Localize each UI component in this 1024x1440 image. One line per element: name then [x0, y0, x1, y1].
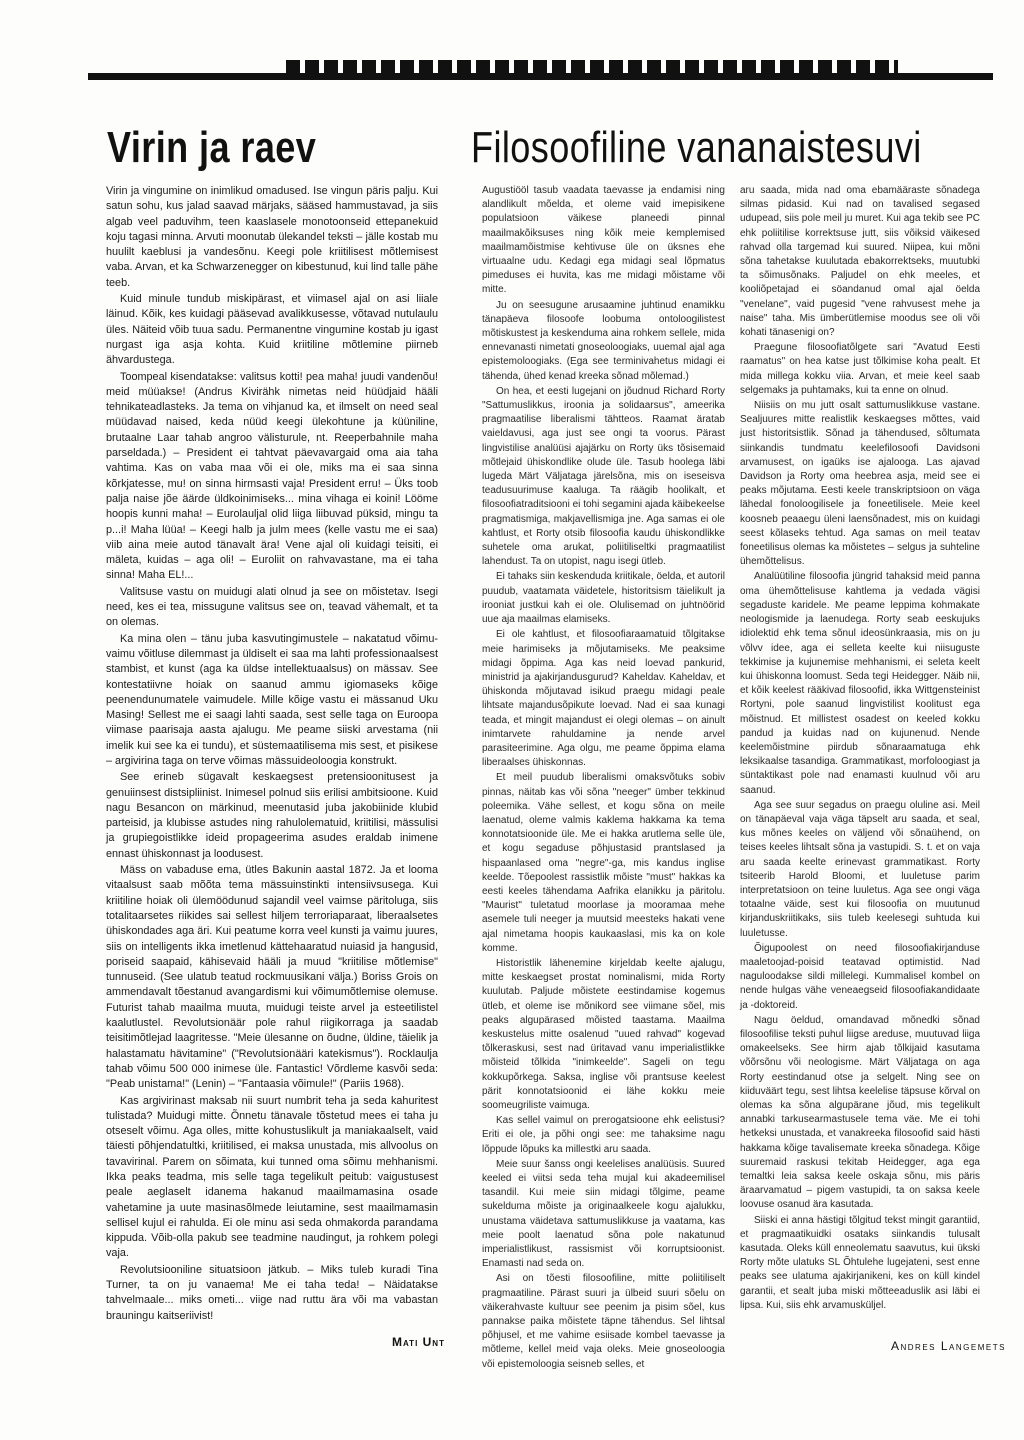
paragraph: Siiski ei anna hästigi tõlgitud tekst mingit garantiid, et pragmaatikuidki osataks siinkandis tulusalt kasutada. Oleks küll enneolematu saavutus, kui ükski Rorty mõte ulatuks SL Õhtulehe lugejateni, sest enne peaks see ulatuma ajakirjanikeni, kes on küll kindel garantii, et sealt juba miski mõtteeaduslik asi läbi ei lipsa. Kui, siis ehk arvamusküljel.	[740, 1214, 980, 1311]
right-article-column-1	[482, 184, 725, 1373]
paragraph: Analüütiline filosoofia jüngrid tahaksid meid panna oma ühemõttelisuse kahtlema ja vedada vägisi segaduste karidele. Me peame leppima kohmakate neologismide ja laenudega. Rorty seab eeskujuks idiolektid ehk tema sõnul ideosünkraasia, mis on ju võlvv idee, aga ei selleta keelte kui niisuguste tekkimise ja kujunemise mehhanismi, ei seleta keelt kui ühiskonna loomust. Seda tegi Heidegger. Näib nii, et kõik keelest rääkivad filosoofid, ikka Wittgensteinist Rortyni, pole saanud lingvistilist koolitust ega mõistnud. Et millistest osadest on keeled kokku pandud ja kuidas nad on kujunenud. Nende keelemõistmine piirdub sõnaraamatuga ehk leksikaalse tasandiga. Grammatikast, morfoloogiast ja süntaktikast pole nad enamasti kuulnud või aru saanud.	[740, 571, 980, 796]
paragraph: Mäss on vabaduse ema, ütles Bakunin aastal 1872. Ja et looma vitaalsust saab mõõta tema mässuinstinkti intensiivsusega. Kui kriitiline hoiak oli ülemöödunud sajandil veel vaimse päritoluga, siis totalitaarsetes riikides sai sellest hiljem terroriaparaat, liberaalsetes ühiskondades aga äri. Kui peatume korra veel kunsti ja vaimu juures, siis on intelligents ikka imetlenud kättehaaratud nuiasid ja hangusid, poriseid saapaid, kähisevaid hääli ja muud "kriitilise mõtlemise" tunnuseid. (See ulatub teatud rockmuusikani välja.) Boriss Grois on ammendavalt tõestanud avangardismi kui võimumõtlemise olemuse. Futurist tahab maailma muuta, muidugi teiste arvel ja esteetilistel kaalutlustel. Revolutsionäär pole rahul riigikorraga ja saadab teisitimõtlejad laagritesse. "Meie ülesanne on õudne, üldine, täielik ja halastamatu hävitamine" ("Revolutsionääri katekismus"). Rocklaulja tahab võimu 500 000 inimese üle. Fantastic! Võrdleme kasvõi seda: "Peab unistama!" (Lenin) – "Fantaasia võimule!" (Pariis 1968).	[106, 864, 438, 1091]
paragraph: aru saada, mida nad oma ebamääraste sõnadega silmas pidasid. Kui nad on tavalised segased udupead, siis pole meil ju muret. Kui aga tekib see PC ehk poliitilise korrektsuse jutt, siis võiksid väikesed rahvad olla targemad kui suured. Niipea, kui mõni sõna tahetakse kuulutada ebakorrektseks, muutubki ta sõimusõnaks. Paljudel on ehk meeles, et kooliõpetajad ei söandanud omal ajal öelda "venelane", vaid pugesid "vene rahvusest mehe ja naise" taha. Mis ümberütlemise moodus see oli või kohati tänasenigi on?	[740, 185, 980, 339]
left-article-author: Mati Unt	[392, 1335, 445, 1349]
decorative-sawtooth-border	[286, 60, 898, 74]
left-article-body	[106, 184, 438, 1325]
paragraph: Niisiis on mu jutt osalt sattumuslikkuse vastane. Sealjuures mitte realistlik keskaegses mõttes, vaid just historitsistlik. Sõnad ja tähendused, sõltumata siinkandis tundmatu keelefilosoofi Davidsoni arvamusest, on igaüks ise ajalooga. Las ajavad Davidson ja Rorty oma heebrea asja, meid see ei peaks mõjutama. Eesti keele transkriptsioon on väga lähedal fonoloogilisele ja foneetilisele. Meie keel koosneb peaaegu üleni laensõnadest, mis on kuidagi seest kõlaseks tehtud. Aga samas on meil teatav foneetilisus olemas ka mõistetes – selgus ja suhteline ühemõttelisus.	[740, 400, 980, 568]
header-rule	[88, 73, 993, 80]
paragraph: Valitsuse vastu on muidugi alati olnud ja see on mõistetav. Isegi need, kes ei tea, missugune valitsus see on, teavad vähemalt, et ta on olemas.	[106, 585, 438, 629]
paragraph: Ka mina olen – tänu juba kasvutingimustele – nakatatud võimu-vaimu võitluse dilemmast ja üldiselt ei saa ma lahti professionaalsest stambist, et kunst (aga ka üldse intellektuaalsus) on mässav. See kontestatiivne hoiak on saanud ammu igiomaseks kõige peenendunumatele vaimudele. Mille kõige vastu ei mässanud Uku Masing! Sellest me ei saagi lahti saada, sest selle taga on Euroopa viimase paarisaja aasta ajalugu. Me peame siiski arvestama (nii imelik kui see ka ei tundu), et süstemaatilisema mis sest, et pisikese – argivirina taga on terve võimas mässuideoloogia konstrukt.	[106, 632, 438, 767]
right-article-author: Andres Langemets	[891, 1339, 1006, 1353]
paragraph: Asi on tõesti filosoofiline, mitte poliitiliselt pragmaatiline. Pärast suuri ja ülbeid suuri sõelu on väikerahvaste kultuur see peenim ja pisim sõel, kus pannakse paika mõistete täpne tähendus. Sel lihtsal põhjusel, et me vahime esiisade kombel taevasse ja mõtleme, kellel meid vaja oleks. Meie gnoseoloogia või epistemoloogia seisneb selles, et	[482, 1273, 725, 1370]
paragraph: Ei ole kahtlust, et filosoofiaraamatuid tõlgitakse meie harimiseks ja mõjutamiseks. Me peaksime midagi õppima. Aga kas neid loevad pankurid, ministrid ja ajakirjandusgurud? Kaheldav. Kaheldav, et ühiskonda mõjutavad isikud praegu midagi peale lihtsate majandusõpikute loevad. Nad ei saa kunagi teada, et mingit majandust ei olegi olemas – on ainult inimtarvete rahuldamine ja nende arvel parasiteerimine. Aga olgu, me peame õppima elama liberaalses ühiskonnas.	[482, 629, 725, 769]
paragraph: Virin ja vingumine on inimlikud omadused. Ise vingun päris palju. Kui satun sohu, kus jalad saavad märjaks, sääsed hammustavad, ja siis algab veel paduvihm, teen kaaslasele monotoonseid ettepanekuid koju tagasi minna. Arvuti moonutab ülekandel teksti – jälle kostab mu huulilt kaeblusi ja vandesõnu. Keegi pole kriitilisest mõtlemisest vaba. Arvan, et ka Schwarzenegger on kibestunud, kui lind talle pähe teeb.	[106, 185, 438, 289]
paragraph: Historistlik lähenemine kirjeldab keelte ajalugu, mitte keskaegset prostat nominalismi, mida Rorty kuulutab. Paljude mõistete eestindamise kogemus ütleb, et oleme ise mõnikord see viimane sõel, mis peaks algupärased mõisted taastama. Maailma keskustelus mitte osalenud "uued rahvad" kogevad tõlkeraskusi, sest nad üritavad vanu imperialistlikke mõisteid tõlkida "inimkeelde". Sageli on tegu kokkupõrkega. Saksa, inglise või prantsuse keelest pärit konnotatsioonid ei lähe kokku meie soomeugriliste vaimuga.	[482, 957, 725, 1111]
paragraph: Et meil puudub liberalismi omaksvõtuks sobiv pinnas, näitab kas või sõna "neeger" ümber tekkinud poleemika. Vähe sellest, et kogu sõna on meile laenatud, oleme valmis kaklema hakkama ka tema konnotatsioonide üle. Me ei hakka arutlema selle üle, et kogu segaduse põhjustasid prantslased ja hispaanlased oma "negre"-ga, mis kandus inglise keelde. Tõepoolest rassistlik mõiste "must" hakkas ka eesti keeles tähendama Aafrika elanikku ja päritolu. "Maurist" tuletatud moorlase ja mooramaa mehe asemele tuli neeger ja muutsid meesteks hakati vene ajal nimetama hoopis kaukaaslasi, mis ka on kole komme.	[482, 772, 725, 954]
right-article-column-2	[740, 184, 980, 1314]
paragraph: Revolutsiooniline situatsioon jätkub. – Miks tuleb kuradi Tina Turner, ta on ju vanaema! Me ei taha teda! – Näidatakse tahvelmaale... miks ometi... viige nad ruttu ära või ma vabastan brauningu kaitseriivist!	[106, 1263, 438, 1322]
paragraph: Augustiööl tasub vaadata taevasse ja endamisi ning alandlikult mõelda, et oleme vaid imepisikene populatsioon väikese planeedi pinnal maailmakõiksuses ning kõik meie kemplemised maailmamõistmise kehtivuse üle on üksnes ehe virtuaalne udu. Kedagi ega midagi seal lõpmatus pimeduses ei huvita, kas me midagi mõistame või mitte.	[482, 185, 725, 296]
paragraph: Kas argivirinast maksab nii suurt numbrit teha ja seda kahuritest tulistada? Muidugi mitte. Õnnetu tänavale tõstetud mees ei taha ju otseselt võimu. Aga olles, mitte kohustuslikult ja maniakaalselt, vaid täiesti põhjendatultki, kriitilised, ei maksa unustada, mis allvoolus on tavavirinal. Parem on sõimata, kui tunned oma sõimu mehhanismi. Ikka peaks teadma, mis selle taga tegelikult peitub: vaigustusest peale aeglaselt idanema hakanud maailmamasina osade vahetamine ja uute masinasõlmede leiutamine, sest maailmamasin sellisel kujul ei rahulda. Ei ole minu asi seda ohmakorda parandama kippuda. Võib-olla pakub see teadmine naudingut, ja rohkem polegi vaja.	[106, 1094, 438, 1260]
paragraph: Meie suur šanss ongi keelelises analüüsis. Suured keeled ei viitsi seda teha mujal kui akadeemilisel tasandil. Kui meie siin midagi tõlgime, peame sukelduma mõiste ja originaalkeele kogu ajalukku, unustama väidetava sattumuslikkuse ja vaatama, kas meie poolt laenatud sõna pole nakatunud imperialistlikust, rassismist või korruptsioonist. Enamasti nad seda on.	[482, 1158, 725, 1270]
right-article-title: Filosoofiline vananaistesuvi	[471, 123, 922, 172]
paragraph: Toompeal kisendatakse: valitsus kotti! pea maha! juudi vandenõu! meid müüakse! (Andrus Kivirähk nimetas neid hüüdjaid hääli tehnikateadlasteks. Ja tema on vihjanud ka, et ilmselt on need seal müüdavad naised, keda nüüd keegi ülekohtune ja küüniline, brutaalne Laar tahab angroo välisturule, nt. Reeperbahnile maha parseldada.) – President ei tahtvat päevavargaid oma aia taha vahtima. Kas on vaba maa või ei ole, miks ma ei saa sinna kõrkjatesse, mu! on sinna hirmsasti vaja! President erru! – Üks toob palja naise jõe äärde üldkoinimiseks... mina vihaga ei koini! Lööme hoopis kunni maha! – Eurolauljal olid liiga liibuvad püksid, mingu ta p...i! Maha lüüa! – Keegi halb ja julm mees (kelle vastu me ei saa) viib aina meie autod tänavalt ära! Vene ajal oli kuidagi teisiti, ei mäleta, kuidas – aga oli! – Euroliit on rahvavastane, ma ei taha sinna! Maha EL!...	[106, 370, 438, 582]
paragraph: Nagu öeldud, omandavad mõnedki sõnad filosoofilise teksti puhul liigse areduse, muutuvad liiga omakeelseks. See hirm ajab tõlkijaid kasutama võõrsõnu või neologisme. Märt Väljataga on aga Rorty eestindanud otse ja selgelt. Ning see on kiiduväärt tegu, sest lihtsa keelelise täpsuse kõrval on olemas ka sõna algupärane jõud, mis tegelikult annabki tarkusearmastusele tema väe. Me ei tohi hetkeksi unustada, et vanakreeka filosoofid said hästi hakkama kõige tavalisemate kreeka sõnadega. Kõige suuremaid raskusi tekitab Heidegger, aga ega temaltki leia saksa keele oskaja sõnu, mis päris äraarvamatud – pigem vastupidi, ta on saksa keele loovuse osanud ära kasutada.	[740, 1014, 980, 1211]
paragraph: Praegune filosoofiatõlgete sari "Avatud Eesti raamatus" on hea katse just tõlkimise koha pealt. Et mida millega kokku viia. Arvan, et meie keel saab selgemaks ja puhtamaks, kui ta enne on olnud.	[740, 342, 980, 396]
paragraph: Aga see suur segadus on praegu oluline asi. Meil on tänapäeval vaja väga täpselt aru saada, et seal, kus mõnes keeles on väljend või sõnaühend, on teises keeles lihtsalt sõna ja vastupidi. S. t. et on vaja aru saada keelte erinevast grammatikast. Rorty tsiteerib Harold Bloomi, et luuletuse parim interpretatsioon on teine luuletus. Aga see ongi väga totaalne väide, sest kui filosoofia on muutunud kirjanduskriitikaks, siis tuleb keelesegi suhtuda kui luuletusse.	[740, 799, 980, 939]
paragraph: Kuid minule tundub miskipärast, et viimasel ajal on asi liiale läinud. Kõik, kes kuidagi pääsevad avalikkusesse, võtavad nutulaulu üles. Näiteid võib tuua sadu. Permanentne vingumine kostab ju igast nurgast iga asja kohta. Kuid kriitiline mõtlemine piirneb ähvardustega.	[106, 293, 438, 367]
paragraph: Ei tahaks siin keskenduda kriitikale, öelda, et autoril puudub, vaatamata väidetele, historitsism täielikult ja irooniat justkui kah ei ole. Olulisemad on juhtnöörid uue aja maailmas elamiseks.	[482, 571, 725, 626]
paragraph: On hea, et eesti lugejani on jõudnud Richard Rorty "Sattumuslikkus, iroonia ja solidaarsus", ameerika pragmaatilise liberalismi tähtteos. Raamat äratab vaieldavusi, aga just see ongi ta voorus. Pärast lingvistilise analüüsi ajajärku on Rorty üks tõsisemaid mõtlejaid ühiskondlike oludе üle. Tasub hoolega läbi lugeda Märt Väljataga järelsõna, mis on iseseisva teadusuurimuse kaaluga. Ta räägib hoolikalt, et filosoofiatraditsiooni ei tohi segamini ajada käibekeelse pragmatismiga, makjavellismiga jne. Aga samas ei ole kahtlust, et Rorty otsib filosoofia kaudu ühiskondlikke suhetele oma arukat, poliitiliseltki pragmaatilist lahendust. Ta on utopist, nagu isegi ütleb.	[482, 385, 725, 568]
paragraph: See erineb sügavalt keskaegsest pretensioonitusest ja genuiinsest distsipliinist. Inimesel polnud siis erilisi ambitsioone. Kuid nagu Besancon on märkinud, meenutasid juba jakobiinide klubid parteisid, ja klubisse astudes ning rahulolematuid, kriitilisi, mässulisi ja grupiegoistlikke ideid propageerima asudes eraldab inimene ennast ühiskonnast ja loodusest.	[106, 771, 438, 860]
left-article-title: Virin ja raev	[107, 123, 317, 172]
paragraph: Õigupoolest on need filosoofiakirjanduse maaletoojad-poisid teatavad optimistid. Nad naguloodakse sildi millelegi. Kummalisel kombel on nende hulgas vähe veneaegseid filosoofiakandidaate ja -doktoreid.	[740, 942, 980, 1011]
paragraph: Kas sellel vaimul on prerogatsioone ehk eelistusi? Eriti ei ole, ja põhi ongi see: me tahaksime nagu lõppude lõpuks ka millestki aru saada.	[482, 1115, 725, 1155]
paragraph: Ju on seesugune arusaamine juhtinud enamikku tänapäeva filosoofe loobuma ontoloogilistest mõtiskustest ja keskenduma aina rohkem sellele, mida ennevanasti nimetati gnoseoloogiaks, uuemal ajal aga epistemoloogiaks. (Ega see terminivahetus midagi ei tähenda, ühed kenad kreeka sõnad mõlemad.)	[482, 299, 725, 382]
